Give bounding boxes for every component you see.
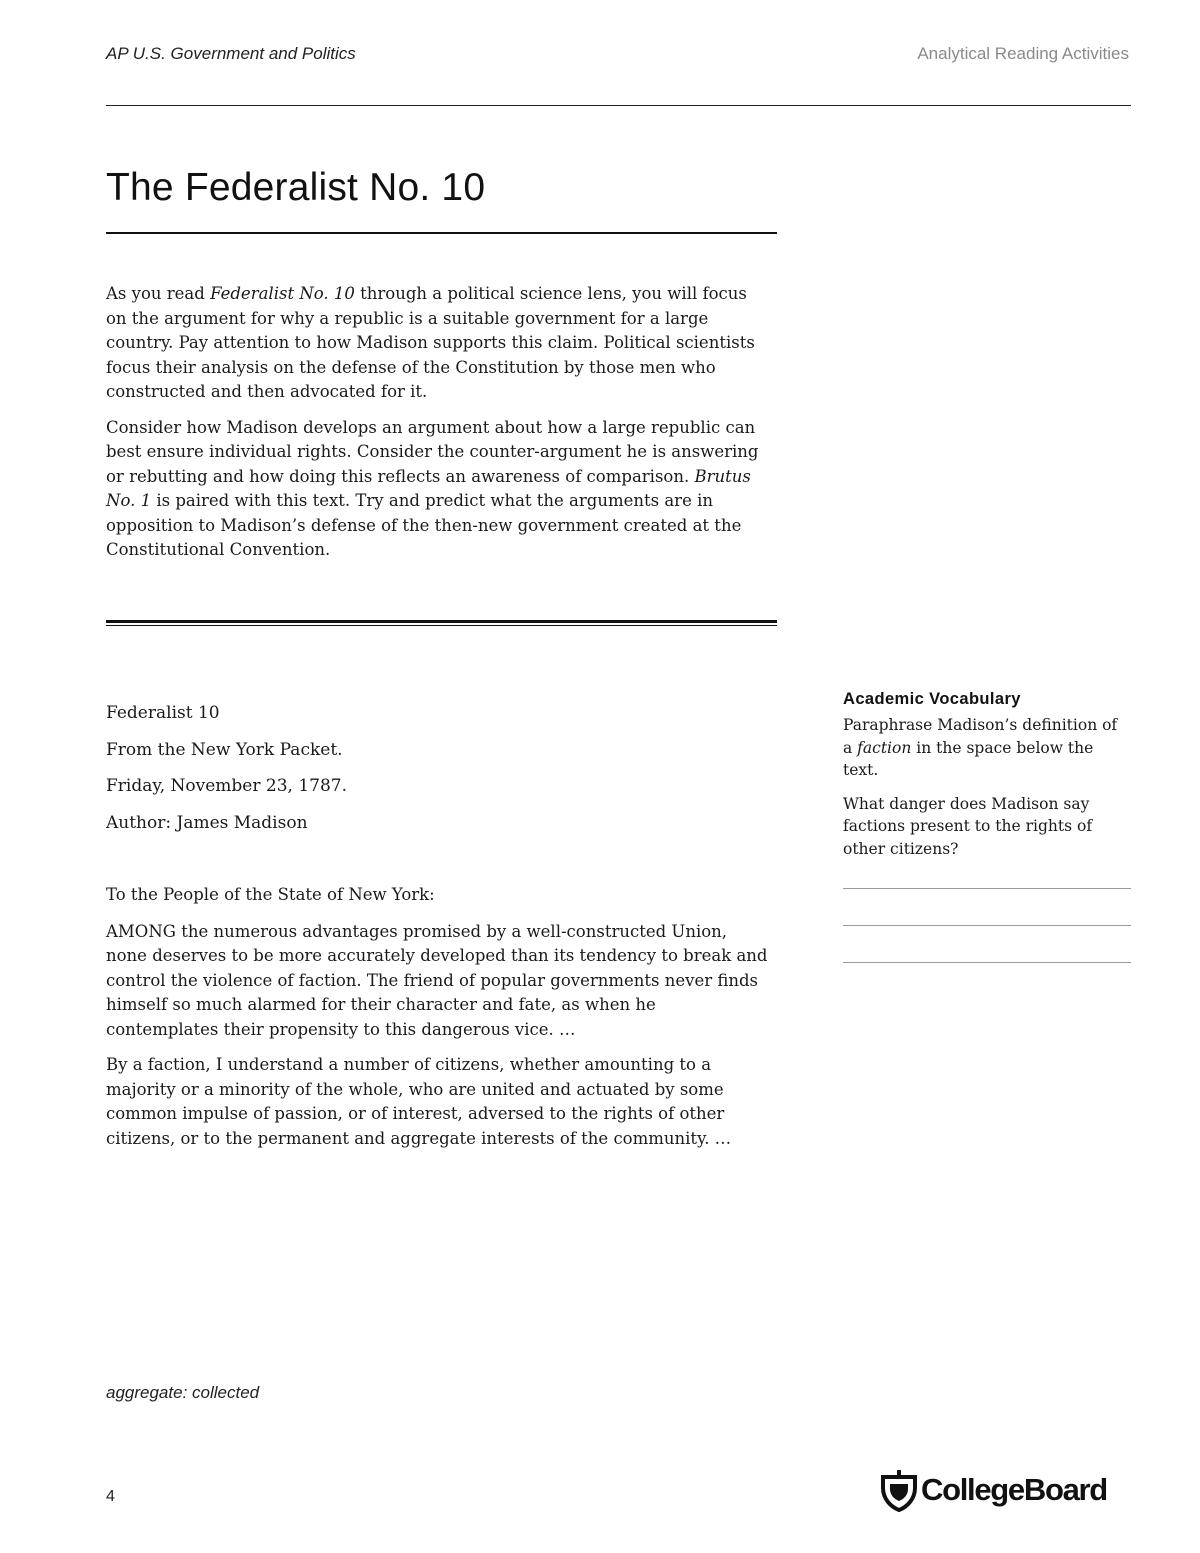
doc-title: Federalist 10: [106, 703, 220, 723]
document-paragraph: By a faction, I understand a number of citizens, whether amounting to a majority or a minority of the whole, who are united and actuated by some common impulse of passion, or of interest, adversed to the rights of other citizens, or to the permanent and aggregate interests of the community. …: [106, 1055, 732, 1148]
intro-text: As you read: [106, 284, 211, 303]
sidebar-text: Paraphrase Madison’s definition of a: [843, 716, 1118, 757]
answer-line: [843, 962, 1131, 963]
section-divider: [106, 620, 777, 626]
page-number: 4: [106, 1488, 115, 1505]
sidebar-title: Academic Vocabulary: [843, 690, 1021, 708]
intro-paragraph-2: [106, 416, 766, 563]
doc-source: From the New York Packet.: [106, 739, 343, 760]
intro-paragraph-1: [106, 282, 766, 405]
answer-line: [843, 925, 1131, 926]
sidebar-emphasis: faction: [857, 738, 912, 757]
logo-wordmark: CollegeBoard: [921, 1472, 1107, 1507]
sidebar-question-2: What danger does Madison say factions present to the rights of other citizens?: [843, 794, 1093, 858]
document-paragraph: AMONG the numerous advantages promised by a well-constructed Union, none deserves to be more accurately developed than its tendency to break and control the violence of faction. The friend of popular governments never finds himself so much alarmed for their character and fate, as when he contemplates their propensity to this dangerous vice. …: [106, 921, 768, 1039]
intro-text: Consider how Madison develops an argument about how a large republic can best ensure individual rights. Consider the counter-argument he is answering or rebutting and how doing this reflects an awareness of comparison.: [106, 417, 759, 486]
sidebar-question-1: [843, 714, 1123, 782]
doc-author: Author: James Madison: [106, 812, 308, 833]
header-divider: [106, 105, 1131, 106]
intro-emphasis: Brutus No. 1: [106, 466, 751, 510]
document-body: [106, 883, 772, 1162]
title-divider: [106, 232, 777, 234]
intro-section: [106, 282, 766, 574]
doc-date: Friday, November 23, 1787.: [106, 776, 348, 796]
answer-line: [843, 888, 1131, 889]
vocabulary-sidebar: [843, 690, 1131, 963]
course-title: AP U.S. Government and Politics: [106, 44, 356, 63]
intro-emphasis: Federalist No. 10: [210, 284, 355, 303]
intro-text: is paired with this text. Try and predict what the arguments are in opposition to Madison’s defense of the then-new government created at the Constitutional Convention.: [106, 491, 742, 559]
glossary-footnote: aggregate: collected: [106, 1383, 260, 1402]
collegeboard-logo: [879, 1468, 1134, 1512]
salutation: To the People of the State of New York:: [106, 885, 435, 904]
section-title: Analytical Reading Activities: [917, 44, 1129, 63]
sidebar-text: in the space below the text.: [843, 738, 1094, 779]
page-title: The Federalist No. 10: [106, 166, 486, 209]
acorn-icon: [879, 1468, 919, 1512]
document-meta: [106, 701, 766, 847]
intro-text: through a political science lens, you will focus on the argument for why a republic is a suitable government for a large country. Pay attention to how Madison supports this claim. Political scientists focus their analysis on the defense of the Constitution by those men who constructed and then advocated for it.: [106, 284, 755, 401]
